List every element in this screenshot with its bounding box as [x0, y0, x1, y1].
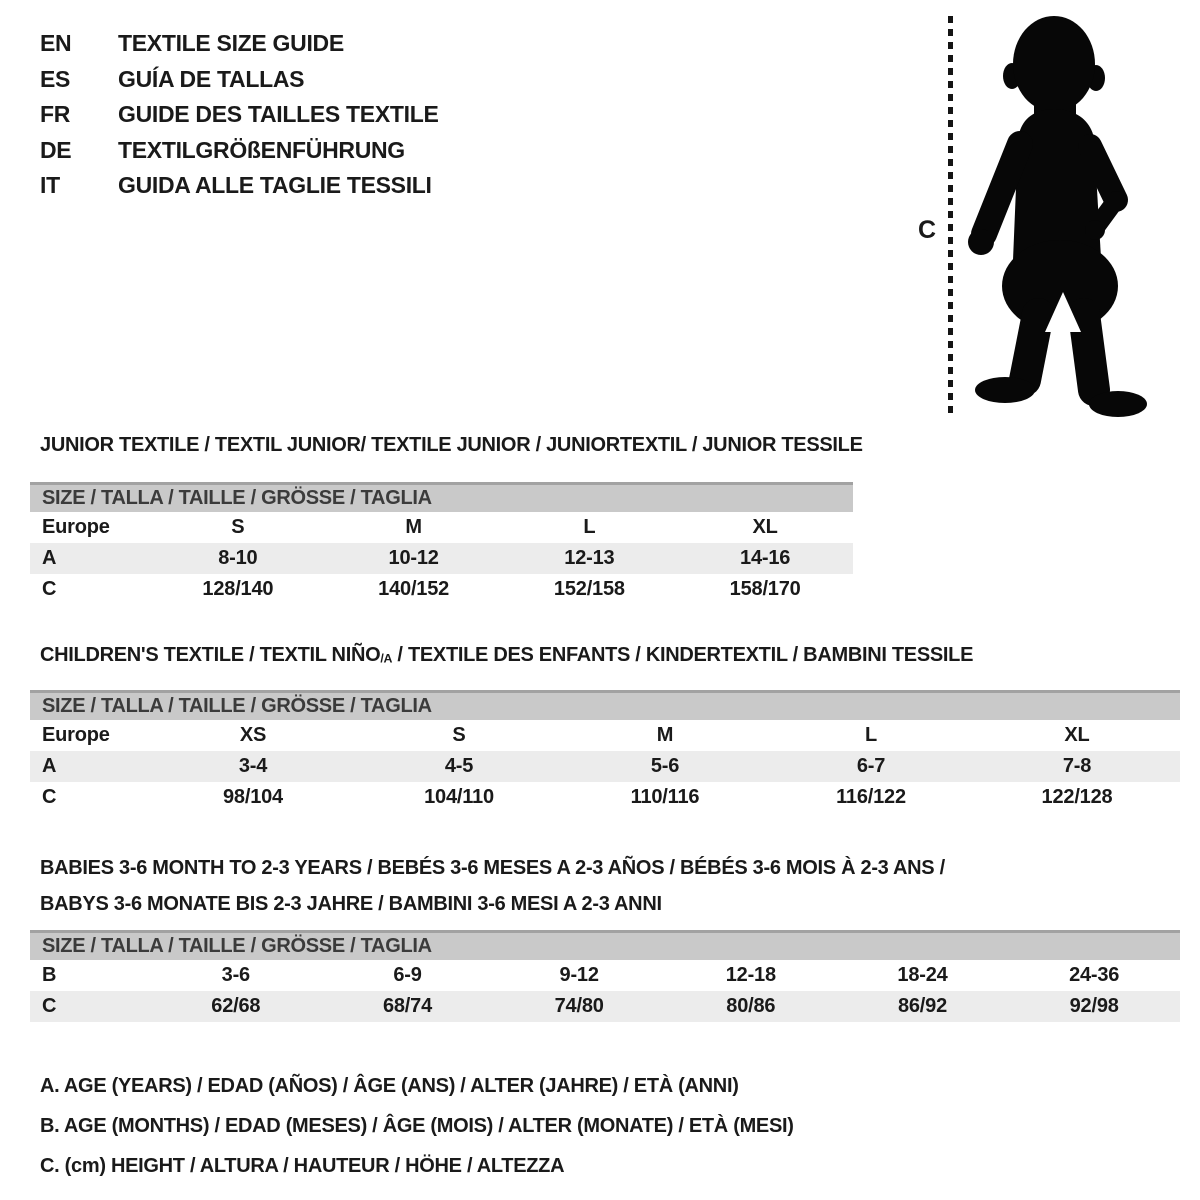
language-title: TEXTILGRÖßENFÜHRUNG	[118, 136, 405, 163]
children-heading-subscript: /A	[380, 651, 393, 666]
legend-line-b: B. AGE (MONTHS) / EDAD (MESES) / ÂGE (MOIS) / ALTER (MONATE) / ETÀ (MESI)	[40, 1115, 794, 1137]
cell-value: 140/152	[378, 578, 450, 600]
table-row	[30, 782, 1180, 813]
cell-value: 152/158	[553, 578, 625, 600]
height-measure-dashed-line	[948, 16, 953, 416]
language-title: GUIDE DES TAILLES TEXTILE	[118, 101, 439, 127]
column-header: XS	[239, 724, 267, 746]
language-row	[40, 62, 439, 98]
babies-size-table	[30, 930, 1180, 1022]
language-row	[40, 26, 439, 62]
column-header: L	[583, 516, 596, 538]
column-header: S	[452, 724, 466, 746]
cell-value: 6-9	[393, 964, 422, 986]
row-label: C	[42, 995, 57, 1017]
column-header: M	[405, 516, 422, 538]
table-row	[30, 991, 1180, 1022]
cell-value: 110/116	[630, 786, 700, 808]
junior-column-header-row	[30, 512, 853, 543]
cell-value: 9-12	[559, 964, 599, 986]
measurement-legend	[40, 1066, 794, 1186]
children-heading-text: CHILDREN'S TEXTILE / TEXTIL NIÑO	[40, 644, 381, 666]
junior-section-heading: JUNIOR TEXTILE / TEXTIL JUNIOR/ TEXTILE JUNIOR / JUNIORTEXTIL / JUNIOR TESSILE	[40, 434, 863, 456]
table-row	[30, 960, 1180, 991]
row-label: C	[42, 786, 57, 808]
babies-heading-line1: BABIES 3-6 MONTH TO 2-3 YEARS / BEBÉS 3-6 MESES A 2-3 AÑOS / BÉBÉS 3-6 MOIS À 2-3 ANS /	[40, 857, 945, 879]
toddler-silhouette-icon	[958, 12, 1150, 422]
cell-value: 7-8	[1062, 755, 1092, 777]
cell-value: 4-5	[444, 755, 474, 777]
language-code: ES	[40, 65, 71, 92]
column-header: XL	[1064, 724, 1090, 746]
cell-value: 104/110	[424, 786, 494, 808]
language-row	[40, 133, 439, 169]
children-size-header-bar: SIZE / TALLA / TAILLE / GRÖSSE / TAGLIA	[30, 690, 1180, 720]
babies-size-header-bar: SIZE / TALLA / TAILLE / GRÖSSE / TAGLIA	[30, 930, 1180, 960]
cell-value: 86/92	[897, 995, 948, 1017]
language-title: GUÍA DE TALLAS	[118, 65, 305, 92]
cell-value: 24-36	[1069, 964, 1120, 986]
cell-value: 3-4	[238, 755, 268, 777]
table-row	[30, 543, 853, 574]
column-header: XL	[752, 516, 778, 538]
babies-heading-line2: BABYS 3-6 MONATE BIS 2-3 JAHRE / BAMBINI 3-6 MESI A 2-3 ANNI	[40, 893, 662, 915]
cell-value: 74/80	[554, 995, 604, 1017]
row-label: B	[42, 964, 57, 986]
babies-section-heading	[40, 850, 945, 922]
cell-value: 128/140	[202, 578, 274, 600]
row-label: A	[42, 755, 57, 777]
column-header: S	[231, 516, 245, 538]
cell-value: 14-16	[740, 547, 791, 569]
cell-value: 8-10	[218, 547, 258, 569]
cell-value: 12-13	[564, 547, 615, 569]
language-title-block	[40, 26, 439, 204]
language-code: EN	[40, 30, 72, 56]
cell-value: 116/122	[836, 786, 906, 808]
cell-value: 12-18	[725, 964, 776, 986]
language-code: IT	[40, 172, 60, 198]
cell-value: 68/74	[382, 995, 433, 1017]
children-column-header-row	[30, 720, 1180, 751]
column-header: L	[864, 724, 878, 746]
row-label: A	[42, 547, 57, 569]
language-title: GUIDA ALLE TAGLIE TESSILI	[118, 172, 432, 198]
cell-value: 62/68	[211, 995, 261, 1017]
legend-line-a: A. AGE (YEARS) / EDAD (AÑOS) / ÂGE (ANS) / ALTER (JAHRE) / ETÀ (ANNI)	[40, 1075, 739, 1097]
children-size-table	[30, 690, 1180, 813]
children-heading-text: / TEXTILE DES ENFANTS / KINDERTEXTIL / BAMBINI TESSILE	[392, 644, 974, 666]
language-row	[40, 97, 439, 133]
junior-size-header-bar: SIZE / TALLA / TAILLE / GRÖSSE / TAGLIA	[30, 482, 853, 512]
cell-value: 158/170	[729, 578, 801, 600]
cell-value: 6-7	[856, 755, 886, 777]
language-title: TEXTILE SIZE GUIDE	[118, 30, 344, 56]
table-row	[30, 751, 1180, 782]
language-code: DE	[40, 136, 72, 163]
legend-line-c: C. (cm) HEIGHT / ALTURA / HAUTEUR / HÖHE / ALTEZZA	[40, 1155, 565, 1177]
cell-value: 98/104	[223, 786, 283, 808]
cell-value: 18-24	[897, 964, 948, 986]
column-header: Europe	[42, 516, 110, 538]
column-header: M	[656, 724, 674, 746]
table-row	[30, 574, 853, 605]
children-section-heading	[40, 644, 973, 667]
junior-size-table	[30, 482, 853, 605]
cell-value: 80/86	[726, 995, 776, 1017]
cell-value: 5-6	[650, 755, 680, 777]
row-label: C	[42, 578, 57, 600]
cell-value: 3-6	[221, 964, 250, 986]
height-measure-label: C	[917, 216, 937, 244]
column-header: Europe	[42, 724, 110, 746]
cell-value: 10-12	[388, 547, 439, 569]
cell-value: 92/98	[1069, 995, 1119, 1017]
language-row	[40, 168, 439, 204]
cell-value: 122/128	[1041, 786, 1113, 808]
language-code: FR	[40, 101, 71, 127]
